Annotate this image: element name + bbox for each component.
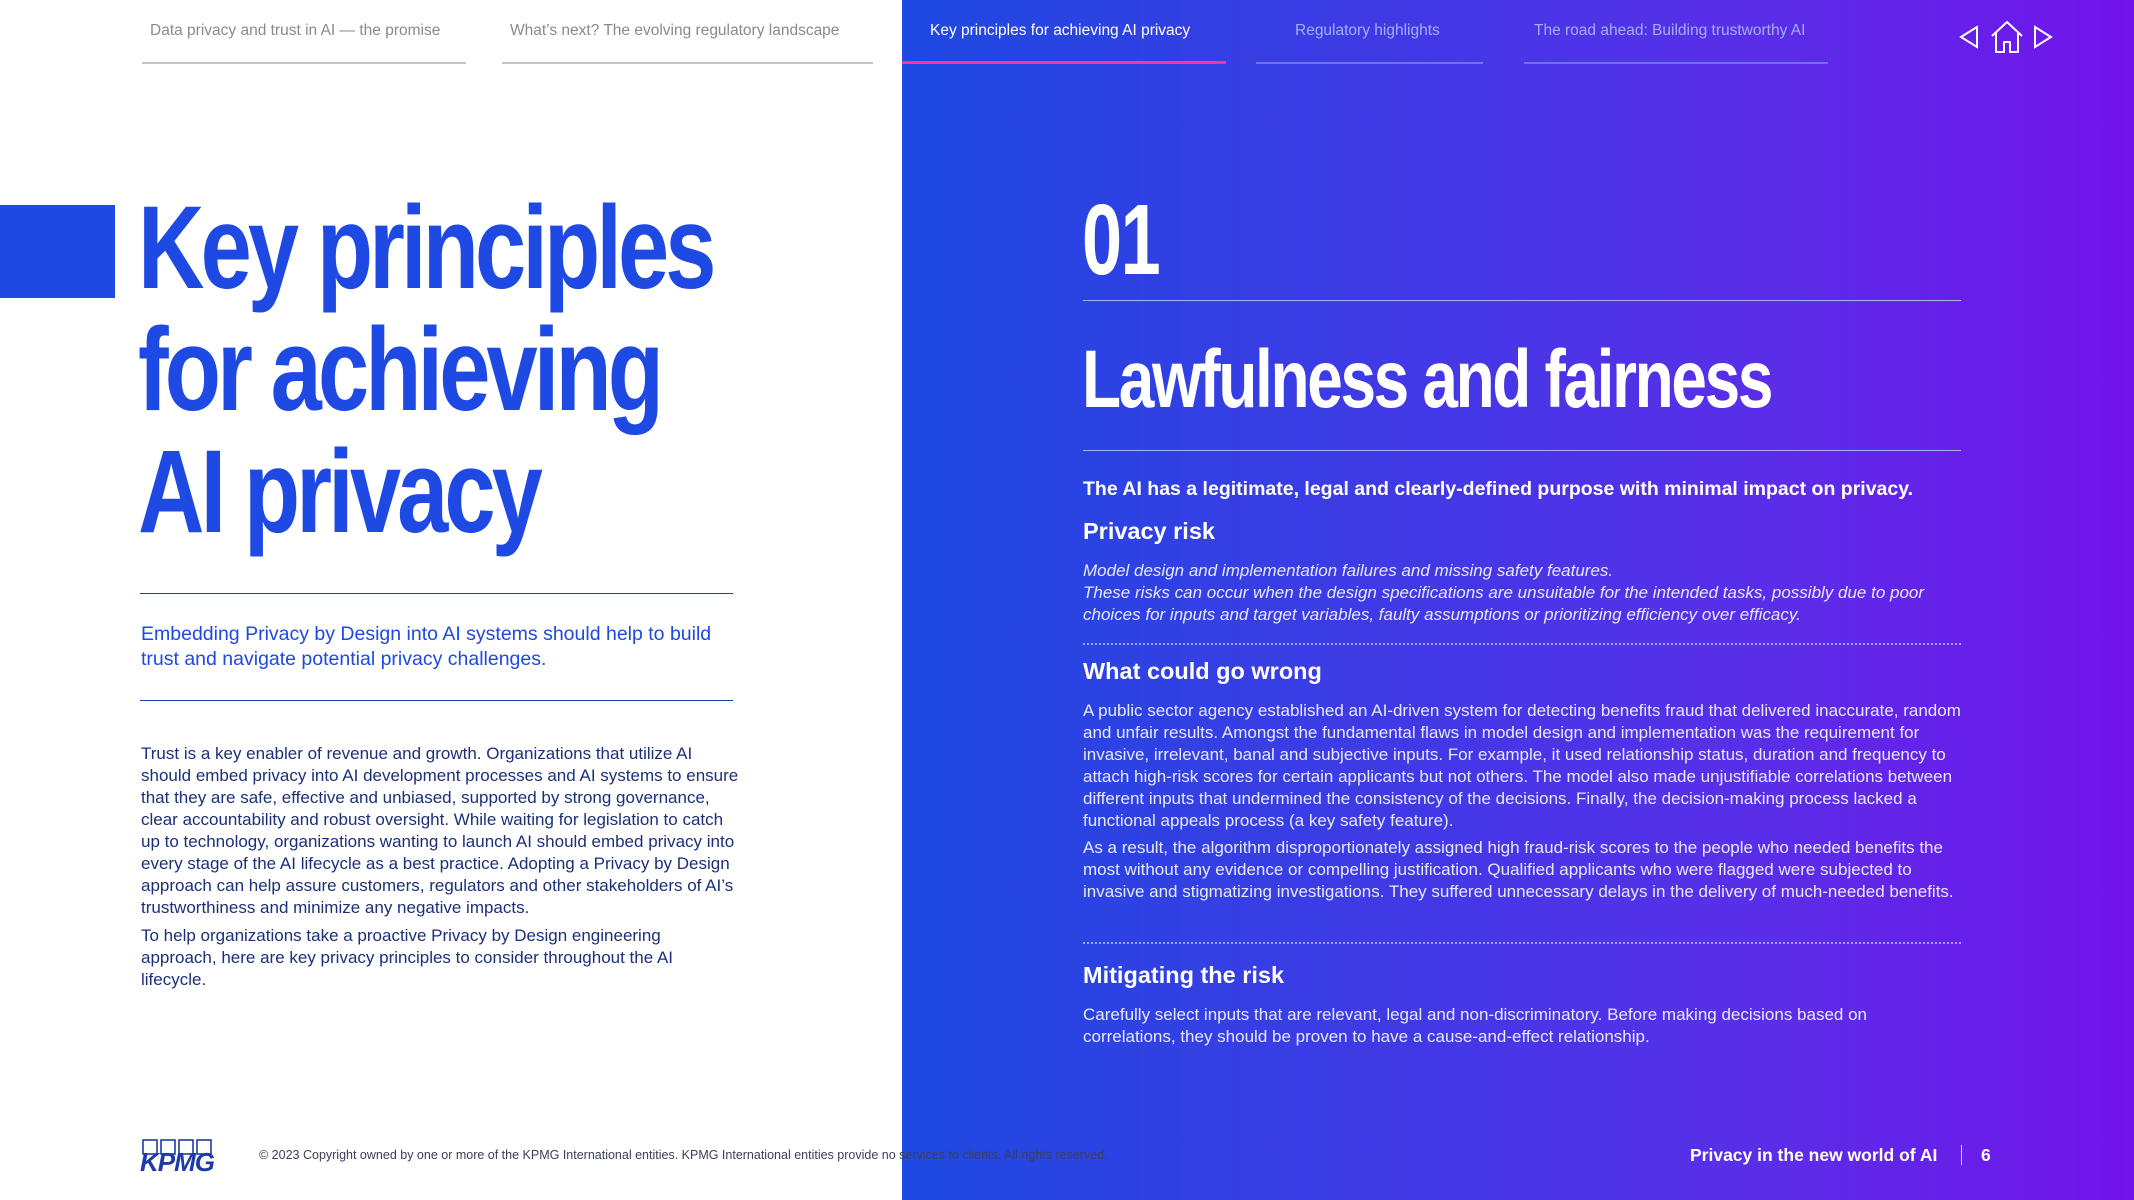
publication-title: Privacy in the new world of AI bbox=[1690, 1145, 1938, 1165]
paragraph: A public sector agency established an AI-driven system for detecting benefits fraud that delivered inaccurate, random and unfair results. Amongst the fundamental flaws in model design and implementation was the requirement for invasive, irrelevant, banal and subjective inputs. For example, it used relationship status, duration and frequency to attach high-risk scores for certain applicants but not others. The model also made unjustifiable correlations between different inputs that undermined the consistency of the decisions. Finally, the decision-making process lacked a functional appeals process (a key safety feature). bbox=[1083, 701, 1961, 830]
nav-controls bbox=[1958, 18, 2054, 56]
principle-purpose: The AI has a legitimate, legal and clearly-defined purpose with minimal impact on privacy. bbox=[1083, 478, 1914, 500]
what-could-go-wrong-heading: What could go wrong bbox=[1083, 658, 1322, 684]
kpmg-logo bbox=[139, 1139, 219, 1177]
privacy-risk-heading: Privacy risk bbox=[1083, 518, 1215, 544]
page-number: 6 bbox=[1981, 1145, 1991, 1165]
divider bbox=[1083, 300, 1961, 301]
tab-road-ahead[interactable]: The road ahead: Building trustworthy AI bbox=[1524, 22, 1828, 64]
divider bbox=[1083, 450, 1961, 451]
divider bbox=[140, 700, 733, 701]
intro-text: Embedding Privacy by Design into AI systems should help to build trust and navigate potential privacy challenges. bbox=[141, 623, 712, 670]
paragraph: Trust is a key enabler of revenue and growth. Organizations that utilize AI should embed privacy into AI development processes and AI systems to ensure that they are safe, effective and unbiased, supported by strong governance, clear accountability and robust oversight. While waiting for legislation to catch up to technology, organizations wanting to launch AI should embed privacy into every stage of the AI lifecycle as a best practice. Adopting a Privacy by Design approach can help assure customers, regulators and other stakeholders of AI’s trustworthiness and minimize any negative impacts. bbox=[141, 744, 739, 917]
tab-key-principles[interactable]: Key principles for achieving AI privacy bbox=[902, 22, 1226, 64]
what-could-go-wrong-text bbox=[1083, 700, 1963, 908]
tab-regulatory-landscape[interactable]: What’s next? The evolving regulatory landscape bbox=[502, 22, 873, 64]
accent-block bbox=[0, 205, 115, 298]
page-title: Key principles for achieving AI privacy bbox=[138, 182, 713, 558]
copyright-notice: © 2023 Copyright owned by one or more of the KPMG International entities. KPMG International entities provide no services to clients. All rights reserved. bbox=[259, 1148, 1108, 1162]
kpmg-logo-wordmark: KPMG bbox=[140, 1147, 214, 1177]
divider bbox=[140, 593, 733, 594]
mitigating-risk-text: Carefully select inputs that are relevant, legal and non-discriminatory. Before making decisions based on correlations, they should be proven to have a cause-and-effect relationship. bbox=[1083, 1005, 1867, 1046]
paragraph: To help organizations take a proactive Privacy by Design engineering approach, here are key privacy principles to consider throughout the AI lifecycle. bbox=[141, 926, 674, 989]
dotted-divider bbox=[1083, 643, 1961, 645]
dotted-divider bbox=[1083, 942, 1961, 944]
next-icon[interactable] bbox=[2032, 18, 2054, 56]
footer-separator bbox=[1961, 1145, 1962, 1165]
body-text bbox=[141, 743, 741, 997]
principle-number: 01 bbox=[1082, 184, 1160, 296]
tab-regulatory-highlights[interactable]: Regulatory highlights bbox=[1256, 22, 1483, 64]
paragraph: As a result, the algorithm disproportionately assigned high fraud-risk scores to the people who needed benefits the most without any evidence or compelling justification. Qualified applicants who were flagged were subjected to invasive and stigmatizing investigations. They suffered unnecessary delays in the delivery of much-needed benefits. bbox=[1083, 838, 1954, 901]
previous-icon[interactable] bbox=[1958, 18, 1980, 56]
privacy-risk-text: Model design and implementation failures and missing safety features. These risks can occur when the design specifications are unsuitable for the intended tasks, possibly due to poor choices for inputs and target variables, faulty assumptions or prioritizing efficiency over efficacy. bbox=[1083, 561, 1925, 624]
mitigating-risk-heading: Mitigating the risk bbox=[1083, 962, 1285, 988]
tab-data-privacy-promise[interactable]: Data privacy and trust in AI — the promise bbox=[142, 22, 466, 64]
home-icon[interactable] bbox=[1989, 18, 2025, 56]
principle-title: Lawfulness and fairness bbox=[1082, 334, 1772, 425]
